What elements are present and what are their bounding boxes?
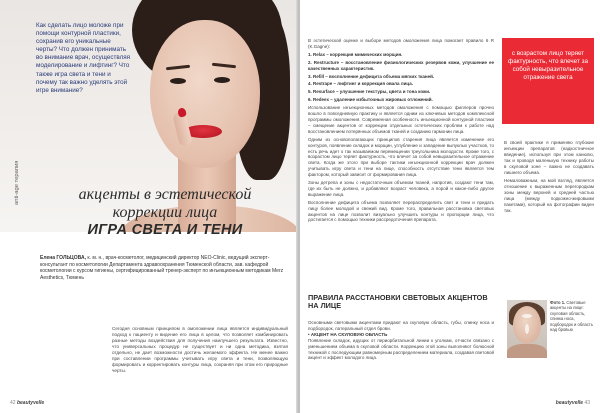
title-line-2: коррекции лица <box>112 204 218 221</box>
right-folio <box>556 400 590 406</box>
paragraph: Восполнение дефицита объема позволяет перераспределить свет и тени и придать лицу более молодой и свежий вид. Кроме того, правильная расстановка световых акцентов на лице позволит визуально улучшить контуры и пропорции лица, что достигается с помощью техники рассредоточения препарата. <box>308 199 494 223</box>
left-page-number: 42 <box>10 400 16 406</box>
list-item: 1. Relax – коррекция мимических морщин. <box>308 51 403 57</box>
section-tag: anti-age терапия <box>14 160 20 205</box>
intro-paragraph: В эстетической оценке и выборе методов омоложения лица помогает правило 6 R (K.Gagne): <box>308 38 494 49</box>
left-folio <box>10 400 44 406</box>
paragraph: Основными световыми акцентами придают на скуловую область, губы, спинку носа и подбородок, латеральный отдел брови. <box>308 320 494 331</box>
figure-caption <box>550 300 596 332</box>
left-eye <box>170 78 186 84</box>
right-page <box>300 0 600 413</box>
figure-label: Фото 1. <box>550 300 566 305</box>
paragraph: В своей практике я применяю глубокие инъекции препаратов (надкостничное введение), используя при этом канюлю, так и проводя маленькую технику работы в скуловой зоне – важно не создавать лишнего объема. <box>504 140 594 175</box>
title-main: ИГРА СВЕТА И ТЕНИ <box>87 222 243 238</box>
author-block <box>40 255 288 281</box>
list-item: 3. Refill – восполнение дефицита объема мягких тканей. <box>308 73 435 79</box>
pull-quote-box: с возрастом лицо теряет фактурность, что влечет за собой невыразительное отражение света <box>502 38 594 124</box>
face-shape <box>150 20 260 168</box>
lead-quote: Как сделать лицо моложе при помощи контурной пластики, сохранив его уникальные черты? Что должен принимать во внимание врач, осуществляя моделирование и лифтинг? Что также игра света и тени и почему так важно уделять этой игре внимание? <box>36 22 131 94</box>
side-column <box>504 140 594 217</box>
title-line-1: акценты в эстетической <box>78 186 252 203</box>
bullet-heading: • АКЦЕНТ НА СКУЛОВУЮ ОБЛАСТЬ <box>308 331 388 337</box>
left-page <box>0 0 298 413</box>
paragraph: Появление складок, идущих от периорбитальной линии к уголкам, отчасти связано с уменьшением объема в скуловой области. Коррекцию этой зоны выполняют болюсной техникой с последующим равномерным распределением материала, создавая световой акцент и эффект молодого лица. <box>308 337 494 361</box>
list-item: 6. Redeex – удаление избыточных жировых отложений. <box>308 97 433 103</box>
list-item: 4. Restrape – лифтинг и коррекция овала лица. <box>308 81 413 87</box>
right-brand: beautyvelle <box>555 400 584 406</box>
subheading: ПРАВИЛА РАССТАНОВКИ СВЕТОВЫХ АКЦЕНТОВ НА ЛИЦЕ <box>308 293 488 311</box>
paragraph: Одним из основополагающих принципов старения лица является изменение его контуров, появление складок и морщин, углубление и западение выпуклых участков, то есть речь идет о так называемом перемещении треугольника молодости. Кроме того, с возрастом лицо теряет фактурность, что влечет за собой невыразительное отражение света. Когда же этого при выборе тактики инъекционной коррекции врач должен учитывать игру света и тени на лице, способность отсутствие тени является тем фактором, который зависит от формирования лица. <box>308 136 494 178</box>
left-body-text: Сегодня основным принципом в омоложении лица является индивидуальный подход к пациенту и видение его лица в целом, что позволяет комбинировать разные методы воздействия для получения наилучшего результата. Известно, что универсальных процедур не существует и ни одна методика, взятая отдельно, не дает возможности достичь желаемого эффекта. Не менее важно при составлении программы учитывать игру света и тени, позволяющую формировать и корректировать контуры лица, сохраняя при этом его природные черты. <box>112 326 288 373</box>
left-brand: beautyvelle <box>16 400 45 406</box>
author-bio: к. м. н., врач-косметолог, медицинский директор NEO-Clinic, ведущий эксперт-консультант по косметологии Департамента здравоохранения Тюменской области, зав. кафедрой косметологии с курсом гигиены, сертифицированный тренер-эксперт по инъекционным методикам Merz Aesthetics, Тюмень <box>40 255 284 281</box>
subsection-column <box>308 320 494 361</box>
highlight-mark <box>525 324 529 334</box>
paragraph: Немаловажным, на мой взгляд, является отношение к выраженным перегородкам зоны между верхней и средней частью лица (между подкожно-жировыми пакетами), который на фотографии виден так. <box>504 178 594 213</box>
highlight-mark <box>522 314 532 318</box>
right-page-number: 43 <box>584 400 590 406</box>
main-column <box>308 38 494 225</box>
author-name: Елена ГОЛЬЦОВА, <box>40 255 86 261</box>
paragraph: Использование инъекционных методов омоложения с помощью филлеров прочно вошло в повседневную практику и является одним из ключевых методов комплексной программы омоложения. Современная особенность инъекционной контурной пластики – смещение акцентов от коррекции отдельных эстетических проблем к работе над восстановлением потерянных объемов тканей и созданию гармонии лица. <box>308 105 494 134</box>
list-item: 2. Restructure – восстановление физиологических резервов кожи, улучшение ее качественных характеристик. <box>308 59 494 71</box>
figure-photo <box>507 300 547 358</box>
figure-body <box>507 344 547 358</box>
list-item: 5. Resurface – улучшение текстуры, цвета и тона кожи. <box>308 89 431 95</box>
right-eye <box>214 77 230 83</box>
figure-text: Световые акценты на лице: скуловая область, спинка носа, подбородок и область над бровью <box>550 300 594 333</box>
paragraph: Зоны детрепа и зоны с недостаточным объемом тканей, напротив, создают тени там, где их быть не должно, и добавляют возраст человека, а порой и какое-либо другое выражение лица. <box>308 180 494 197</box>
